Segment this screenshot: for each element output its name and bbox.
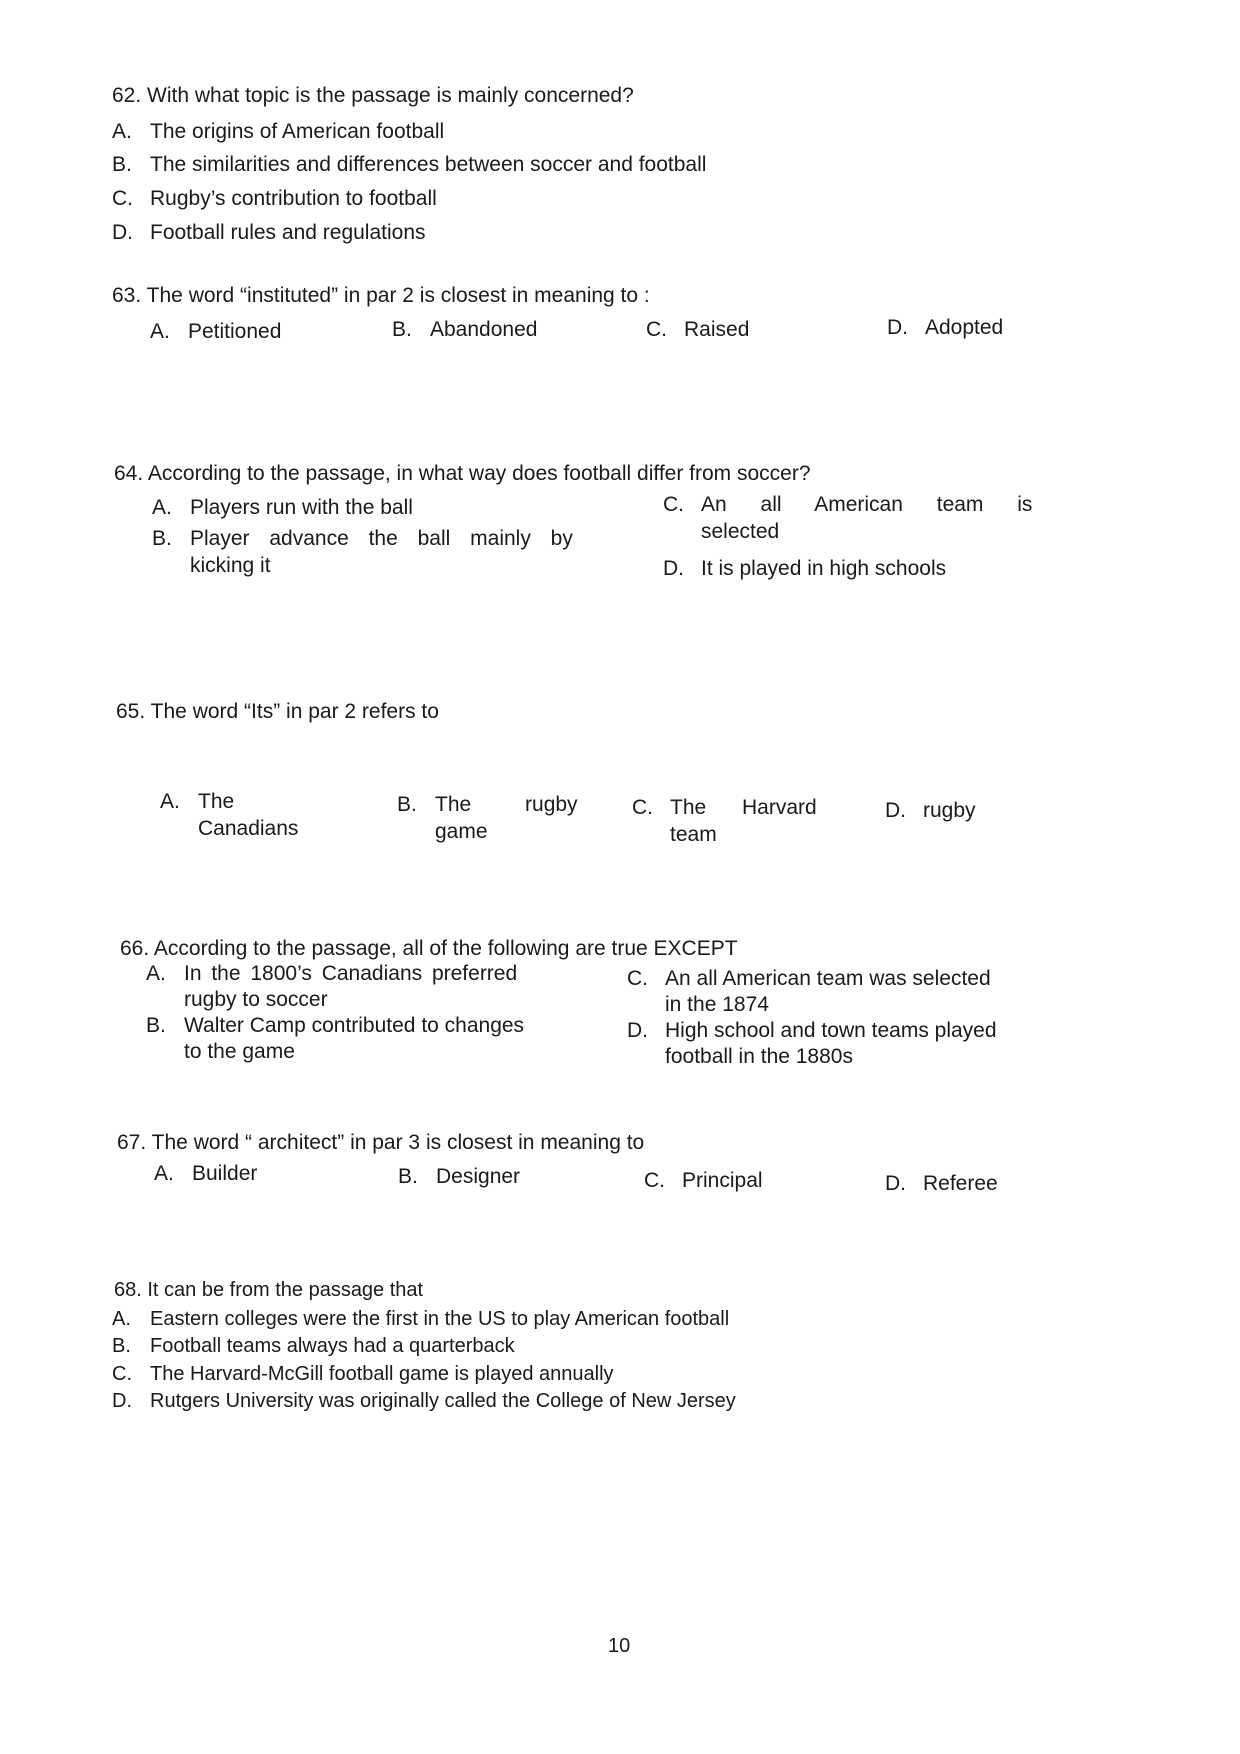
option-text: rugby xyxy=(923,799,976,822)
q67-option-a[interactable] xyxy=(154,1160,257,1187)
option-letter: A. xyxy=(112,120,132,143)
option-letter: D. xyxy=(112,221,133,244)
option-text-continued: Canadians xyxy=(198,817,299,840)
option-letter: A. xyxy=(146,962,166,985)
option-letter: D. xyxy=(663,557,684,580)
q63-option-c[interactable] xyxy=(646,316,749,343)
q66-option-a[interactable] xyxy=(146,961,517,1013)
question-number: 67. xyxy=(117,1131,147,1154)
option-text-continued: in the 1874 xyxy=(665,993,769,1016)
option-text: Player advance the ball mainly by xyxy=(190,527,573,550)
page-number: 10 xyxy=(608,1635,631,1657)
option-text-continued: to the game xyxy=(184,1040,295,1063)
q66-option-b[interactable] xyxy=(146,1013,524,1065)
option-text: Abandoned xyxy=(430,318,538,341)
option-letter: D. xyxy=(885,1172,906,1195)
option-text: Referee xyxy=(923,1172,998,1195)
question-68-stem xyxy=(114,1279,423,1302)
q63-option-d[interactable] xyxy=(887,314,1003,341)
q67-option-c[interactable] xyxy=(644,1167,763,1194)
option-letter: C. xyxy=(663,493,684,516)
option-text: Football rules and regulations xyxy=(150,221,426,244)
question-number: 65. xyxy=(116,700,146,723)
option-text: Football teams always had a quarterback xyxy=(150,1335,515,1357)
question-65-stem xyxy=(116,700,439,724)
option-letter: B. xyxy=(398,1165,418,1188)
question-text: According to the passage, in what way does football differ from soccer? xyxy=(147,462,811,485)
q68-option-b[interactable] xyxy=(112,1333,515,1360)
question-number: 64. xyxy=(114,462,144,485)
q65-option-a[interactable] xyxy=(160,788,298,842)
q62-option-d[interactable] xyxy=(112,219,426,246)
option-letter: C. xyxy=(112,1363,132,1385)
option-text: The origins of American football xyxy=(150,120,445,143)
option-text: The similarities and differences between soccer and football xyxy=(150,153,707,176)
option-text: Players run with the ball xyxy=(190,496,413,519)
question-text: The word “ architect” in par 3 is closest in meaning to xyxy=(151,1131,645,1154)
question-text: With what topic is the passage is mainly concerned? xyxy=(147,84,634,107)
q62-option-a[interactable] xyxy=(112,118,444,145)
option-text: It is played in high schools xyxy=(701,557,947,580)
q66-option-d[interactable] xyxy=(627,1018,997,1070)
q64-option-a[interactable] xyxy=(152,494,413,521)
q68-option-d[interactable] xyxy=(112,1388,736,1415)
question-number: 62. xyxy=(112,84,142,107)
q63-option-b[interactable] xyxy=(392,316,537,343)
question-63-stem xyxy=(112,284,650,308)
option-text-continued: team xyxy=(670,823,717,846)
option-text-continued: kicking it xyxy=(190,554,271,577)
q63-option-a[interactable] xyxy=(150,318,281,345)
option-text: The rugby xyxy=(435,793,578,816)
q66-option-c[interactable] xyxy=(627,966,991,1018)
question-number: 68. xyxy=(114,1279,142,1301)
question-text: The word “Its” in par 2 refers to xyxy=(150,700,439,723)
option-text: The xyxy=(198,790,235,813)
option-letter: D. xyxy=(627,1019,648,1042)
q64-option-c[interactable] xyxy=(663,491,1033,545)
option-letter: D. xyxy=(887,316,908,339)
q65-option-b[interactable] xyxy=(397,791,578,845)
option-text: The Harvard xyxy=(670,796,817,819)
q64-option-b[interactable] xyxy=(152,525,608,579)
option-letter: D. xyxy=(112,1390,132,1412)
option-text: An all American team is xyxy=(701,493,1033,516)
q68-option-a[interactable] xyxy=(112,1306,729,1333)
option-text-continued: selected xyxy=(701,520,780,543)
question-text: It can be from the passage that xyxy=(147,1279,424,1301)
option-letter: A. xyxy=(112,1308,131,1330)
option-text: Builder xyxy=(192,1162,258,1185)
option-text: Raised xyxy=(684,318,750,341)
question-62-stem xyxy=(112,84,634,108)
option-text: Rugby’s contribution to football xyxy=(150,187,437,210)
question-64-stem xyxy=(114,462,811,486)
q64-option-d[interactable] xyxy=(663,555,946,582)
option-text: Rutgers University was originally called the College of New Jersey xyxy=(150,1390,736,1412)
option-text: An all American team was selected xyxy=(665,967,991,990)
option-letter: D. xyxy=(885,799,906,822)
question-text: The word “instituted” in par 2 is closest in meaning to : xyxy=(146,284,650,307)
option-text: In the 1800’s Canadians preferred xyxy=(184,962,518,985)
option-text-continued: football in the 1880s xyxy=(665,1045,853,1068)
q62-option-c[interactable] xyxy=(112,185,437,212)
option-letter: B. xyxy=(152,527,172,550)
q65-option-d[interactable] xyxy=(885,797,976,824)
option-text: Principal xyxy=(682,1169,763,1192)
option-text: High school and town teams played xyxy=(665,1019,997,1042)
question-number: 63. xyxy=(112,284,142,307)
q67-option-d[interactable] xyxy=(885,1170,998,1197)
question-number: 66. xyxy=(120,937,150,960)
q65-option-c[interactable] xyxy=(632,794,817,848)
option-letter: B. xyxy=(397,793,417,816)
option-letter: B. xyxy=(112,153,132,176)
option-letter: C. xyxy=(644,1169,665,1192)
option-letter: B. xyxy=(392,318,412,341)
option-letter: A. xyxy=(160,790,180,813)
option-letter: A. xyxy=(154,1162,174,1185)
option-text: Walter Camp contributed to changes xyxy=(184,1014,525,1037)
q62-option-b[interactable] xyxy=(112,151,706,178)
option-text: Petitioned xyxy=(188,320,282,343)
option-letter: C. xyxy=(632,796,653,819)
option-letter: C. xyxy=(112,187,133,210)
question-67-stem xyxy=(117,1131,644,1155)
option-text-continued: rugby to soccer xyxy=(184,988,328,1011)
option-text: Adopted xyxy=(925,316,1004,339)
q68-option-c[interactable] xyxy=(112,1361,614,1388)
option-letter: A. xyxy=(150,320,170,343)
question-66-stem xyxy=(120,937,738,961)
option-text: Designer xyxy=(436,1165,521,1188)
option-letter: B. xyxy=(112,1335,131,1357)
option-text: The Harvard-McGill football game is played annually xyxy=(150,1363,614,1385)
option-letter: A. xyxy=(152,496,172,519)
q67-option-b[interactable] xyxy=(398,1163,520,1190)
option-text: Eastern colleges were the first in the US to play American football xyxy=(150,1308,730,1330)
option-letter: C. xyxy=(646,318,667,341)
question-text: According to the passage, all of the following are true EXCEPT xyxy=(153,937,738,960)
option-text-continued: game xyxy=(435,820,488,843)
option-letter: C. xyxy=(627,967,648,990)
option-letter: B. xyxy=(146,1014,166,1037)
